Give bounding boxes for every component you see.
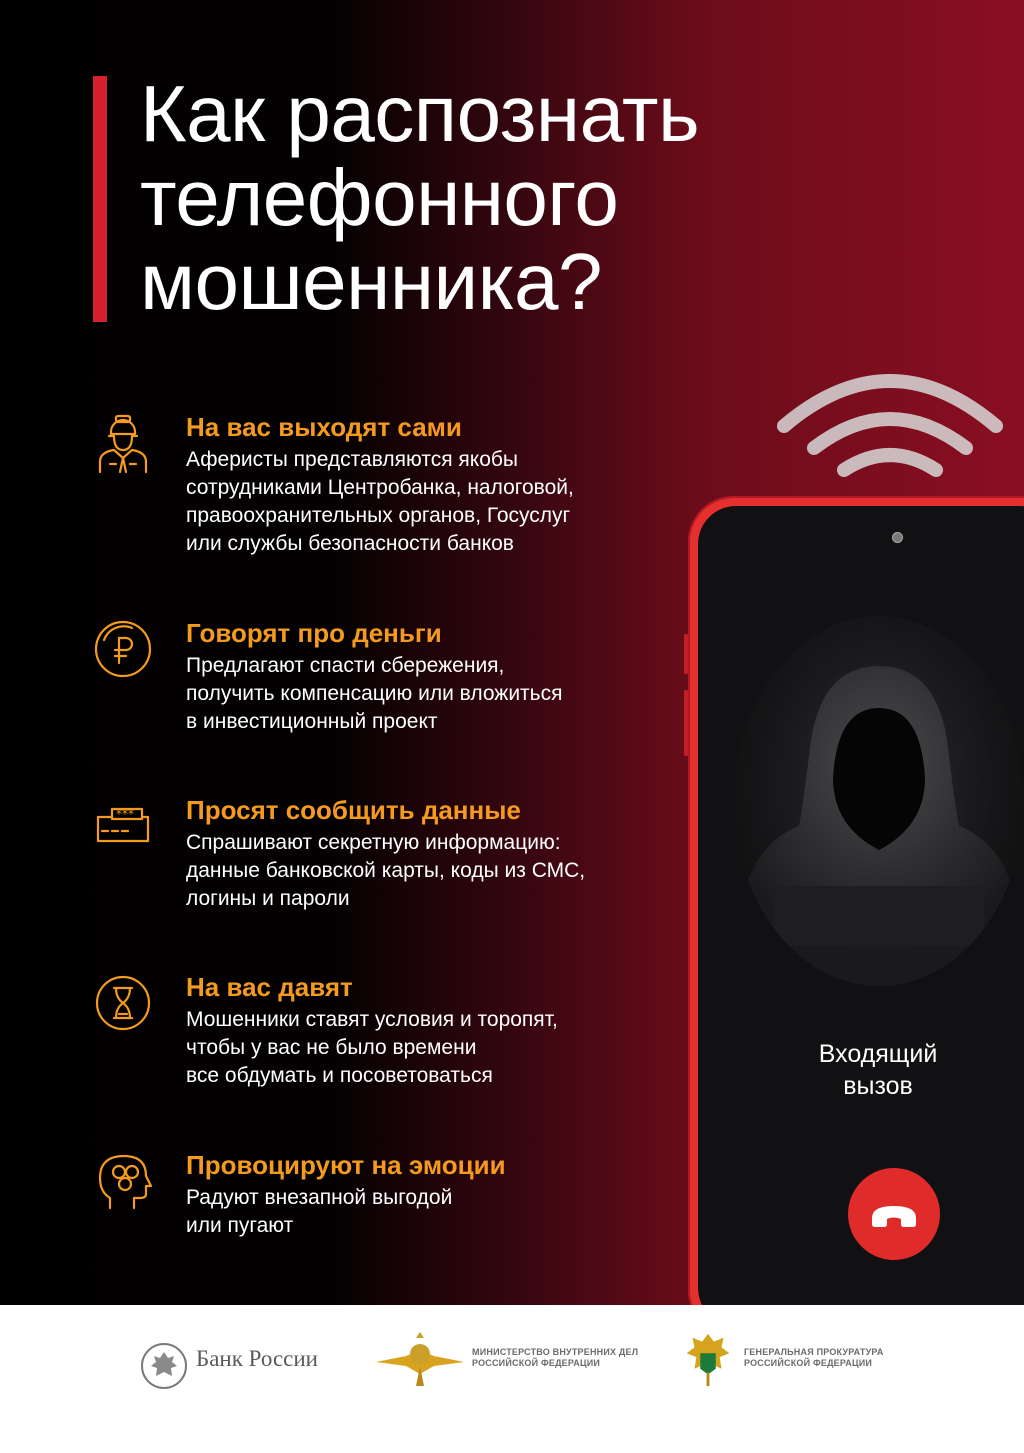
description-line: или пугают [186,1214,294,1237]
description-line: получить компенсацию или вложиться [186,682,563,705]
caller-photo [734,616,1024,986]
mvd-logo-text [472,1347,638,1369]
person-icon [92,412,154,474]
call-label-line: вызов [843,1072,913,1100]
signal-waves-icon [770,370,1010,490]
item-description [186,446,686,558]
description-line: правоохранительных органов, Госуслуг [186,504,571,527]
ruble-coin-icon [92,618,154,680]
description-line: Спрашивают секретную информацию: [186,831,561,854]
phone-screen [698,506,1024,1305]
description-line: все обдумать и посоветоваться [186,1064,493,1087]
mvd-logo-line: РОССИЙСКОЙ ФЕДЕРАЦИИ [472,1358,601,1368]
bank-of-russia-emblem-icon [140,1336,188,1396]
title-accent-bar [93,76,107,322]
camera-icon [892,532,903,543]
item-description [186,1184,686,1240]
title-line: мошенника? [140,237,602,326]
hooded-figure-icon [734,616,1024,986]
description-line: Предлагают спасти сбережения, [186,654,505,677]
description-line: или службы безопасности банков [186,532,514,555]
emotions-head-icon [92,1150,154,1212]
prosecutor-emblem-icon [682,1330,734,1390]
item-heading: Провоцируют на эмоции [186,1150,506,1180]
item-heading: На вас выходят сами [186,412,462,442]
page-title [140,69,860,326]
description-line: Радуют внезапной выгодой [186,1186,453,1209]
item-heading: Просят сообщить данные [186,795,521,825]
item-description [186,652,686,736]
incoming-call-label [698,1038,1024,1102]
mvd-emblem-icon [376,1330,464,1390]
phone-hangup-icon [848,1168,940,1260]
title-line: телефонного [140,153,619,242]
description-line: сотрудниками Центробанка, налоговой, [186,476,574,499]
description-line: чтобы у вас не было времени [186,1036,477,1059]
title-line: Как распознать [140,69,700,158]
description-line: данные банковской карты, коды из СМС, [186,859,586,882]
end-call-button[interactable] [848,1168,940,1260]
item-description [186,1006,686,1090]
prosecutor-logo-text [744,1347,884,1369]
description-line: Аферисты представляются якобы [186,448,519,471]
prosecutor-logo-line: РОССИЙСКОЙ ФЕДЕРАЦИИ [744,1358,873,1368]
card-password-icon [92,795,154,857]
bank-of-russia-logo-text: Банк России [196,1346,318,1371]
item-heading: На вас давят [186,972,353,1002]
call-label-line: Входящий [818,1040,938,1068]
mvd-logo-line: МИНИСТЕРСТВО ВНУТРЕННИХ ДЕЛ [472,1347,639,1357]
phone [688,496,1024,1305]
hourglass-icon [92,972,154,1034]
description-line: логины и пароли [186,887,350,910]
svg-text:***: *** [116,807,134,821]
description-line: в инвестиционный проект [186,710,438,733]
description-line: Мошенники ставят условия и торопят, [186,1008,558,1031]
prosecutor-logo-line: ГЕНЕРАЛЬНАЯ ПРОКУРАТУРА [744,1347,884,1357]
item-heading: Говорят про деньги [186,618,442,648]
item-description [186,829,686,913]
